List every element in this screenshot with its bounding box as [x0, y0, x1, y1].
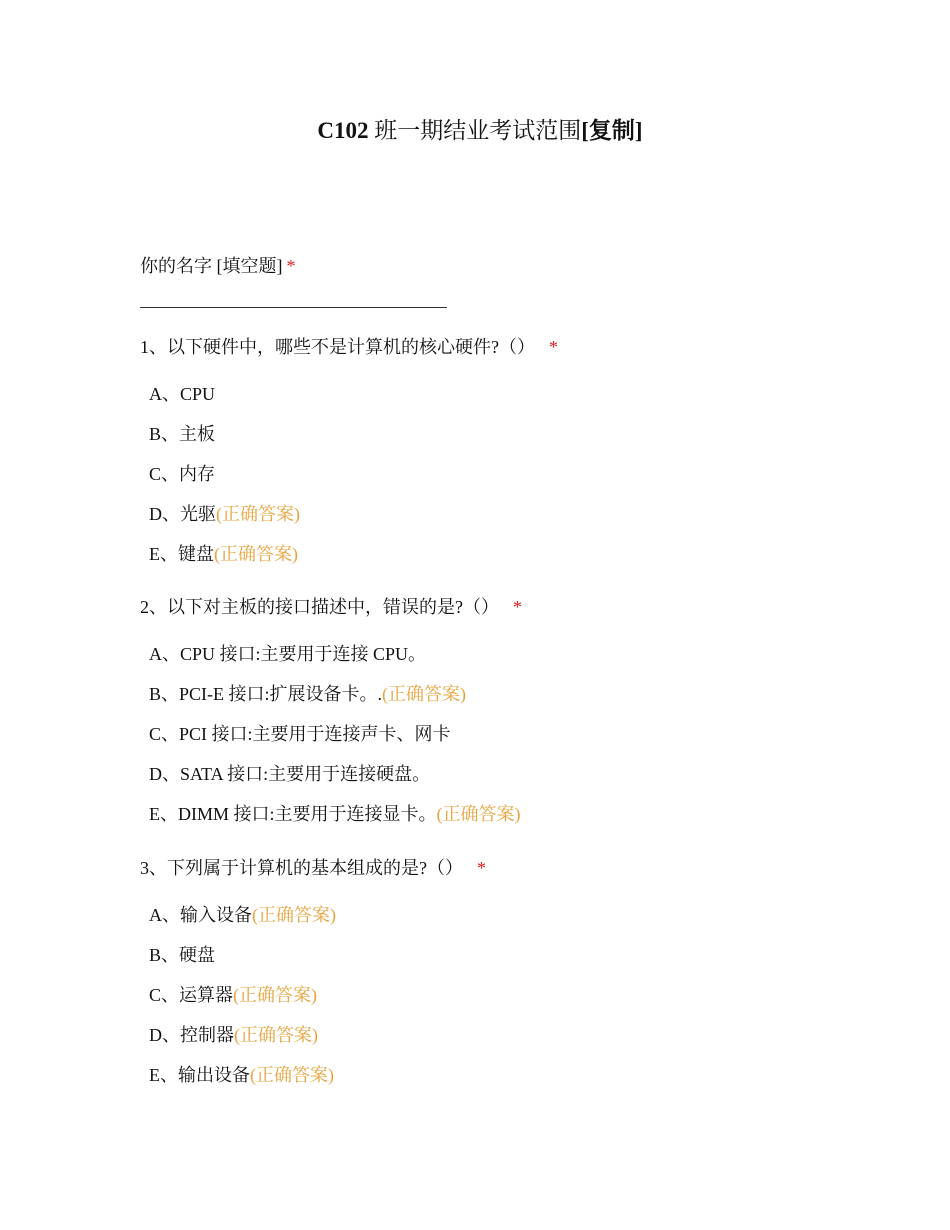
question-2-option-a — [149, 640, 426, 666]
question-3 — [140, 854, 486, 880]
question-1-option-c — [149, 460, 215, 486]
option-text: E、键盘 — [149, 544, 214, 564]
correct-answer-mark: (正确答案) — [382, 684, 467, 704]
name-question-label: 你的名字 [填空题] — [140, 256, 283, 276]
option-text: D、控制器 — [149, 1025, 234, 1045]
correct-answer-mark: (正确答案) — [234, 1025, 318, 1045]
name-answer-line — [140, 307, 447, 308]
question-text: 3、下列属于计算机的基本组成的是?（） — [140, 858, 463, 878]
correct-answer-mark: (正确答案) — [250, 1065, 334, 1085]
option-text: B、硬盘 — [149, 945, 216, 965]
option-text: A、输入设备 — [149, 905, 252, 925]
option-text: C、内存 — [149, 464, 216, 484]
question-2-option-e — [149, 800, 521, 826]
question-3-option-b — [149, 941, 215, 967]
page-title — [0, 112, 950, 145]
correct-answer-mark: (正确答案) — [252, 905, 336, 925]
option-text: E、DIMM 接口:主要用于连接显卡。 — [149, 804, 437, 824]
question-3-option-a — [149, 901, 336, 927]
option-text: A、CPU — [149, 384, 216, 404]
question-1-option-d — [149, 500, 300, 526]
correct-answer-mark: (正确答案) — [436, 804, 521, 824]
question-3-option-e — [149, 1061, 334, 1087]
question-text: 1、以下硬件中，哪些不是计算机的核心硬件?（） — [140, 337, 535, 357]
question-1-option-b — [149, 420, 215, 446]
option-text: E、输出设备 — [149, 1065, 250, 1085]
correct-answer-mark: (正确答案) — [216, 504, 300, 524]
option-text: C、运算器 — [149, 985, 234, 1005]
title-text: 班一期结业考试范围 — [368, 118, 582, 143]
question-text: 2、以下对主板的接口描述中，错误的是?（） — [140, 597, 499, 617]
correct-answer-mark: (正确答案) — [214, 544, 298, 564]
question-1 — [140, 333, 558, 359]
correct-answer-mark: (正确答案) — [233, 985, 318, 1005]
required-mark: * — [549, 337, 558, 357]
question-2 — [140, 593, 522, 619]
option-text: C、PCI 接口:主要用于连接声卡、网卡 — [149, 724, 451, 744]
title-code: C102 — [317, 118, 369, 143]
question-2-option-d — [149, 760, 430, 786]
option-text: D、SATA 接口:主要用于连接硬盘。 — [149, 764, 431, 784]
option-text: A、CPU 接口:主要用于连接 CPU。 — [149, 644, 427, 664]
question-2-option-b — [149, 680, 466, 706]
title-copy-tag: [复制] — [581, 118, 643, 143]
question-1-option-e — [149, 540, 298, 566]
option-text: B、PCI-E 接口:扩展设备卡。. — [149, 684, 383, 704]
option-text: B、主板 — [149, 424, 216, 444]
question-1-option-a — [149, 380, 215, 406]
required-mark: * — [513, 597, 522, 617]
question-3-option-d — [149, 1021, 318, 1047]
required-mark: * — [286, 256, 296, 276]
question-3-option-c — [149, 981, 317, 1007]
option-text: D、光驱 — [149, 504, 216, 524]
required-mark: * — [477, 858, 486, 878]
question-2-option-c — [149, 720, 451, 746]
name-question — [140, 252, 296, 278]
